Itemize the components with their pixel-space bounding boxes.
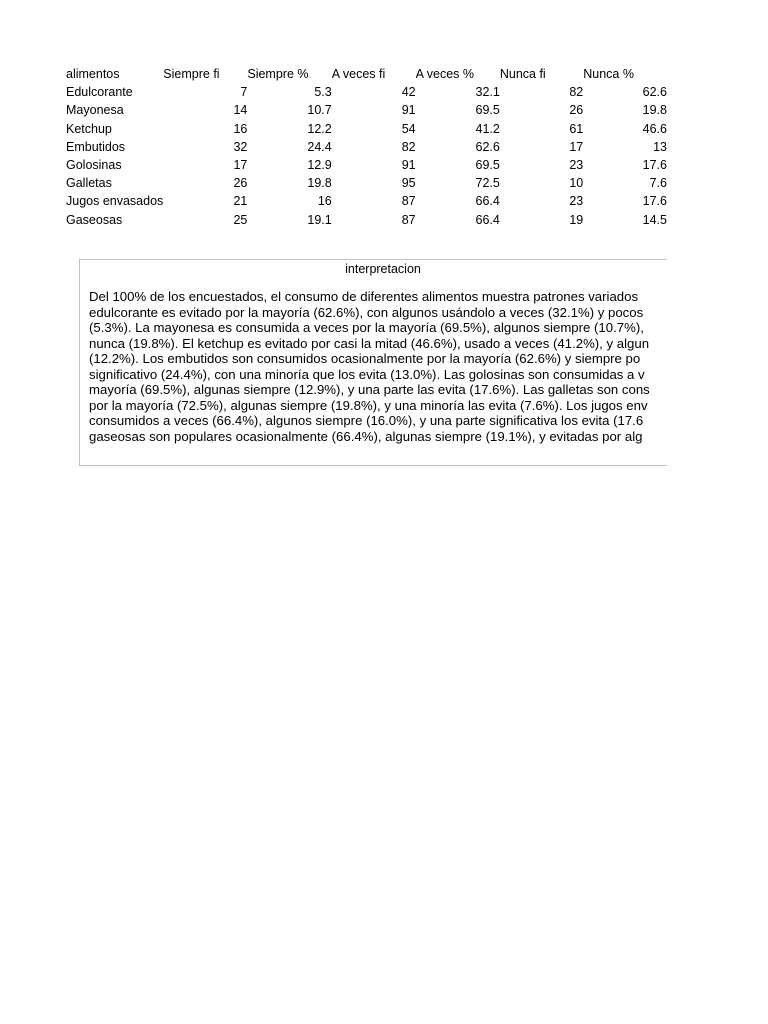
interpretation-title: interpretacion xyxy=(345,262,421,276)
table-cell: 32 xyxy=(233,139,248,154)
food-consumption-table xyxy=(66,65,667,229)
table-cell: 95 xyxy=(401,176,416,191)
table-cell: 14 xyxy=(233,103,248,118)
interpretation-line: significativo (24.4%), con una minoría que los evita (13.0%). Las golosinas son consumidas a v xyxy=(89,366,645,382)
table-cell: 13 xyxy=(653,139,667,154)
table-cell: 32.1 xyxy=(475,85,500,100)
table-cell: Ketchup xyxy=(66,121,112,136)
table-cell: 87 xyxy=(401,194,416,209)
table-cell: 16 xyxy=(233,121,248,136)
table-cell: 12.2 xyxy=(307,121,332,136)
table-row xyxy=(66,192,667,210)
interpretation-line: nunca (19.8%). El ketchup es evitado por casi la mitad (46.6%), usado a veces (41.2%), y algun xyxy=(89,335,650,351)
table-row xyxy=(66,211,667,229)
header-cell-nunca-pct: Nunca % xyxy=(583,67,634,82)
interpretation-body xyxy=(89,289,667,444)
header-cell-aveces-pct: A veces % xyxy=(415,67,475,82)
table-cell: 19.8 xyxy=(307,176,332,191)
table-row xyxy=(66,83,667,101)
table-row xyxy=(66,174,667,192)
table-cell: Jugos envasados xyxy=(66,194,164,209)
table-cell: 14.5 xyxy=(642,212,667,227)
table-row xyxy=(66,101,667,119)
table-cell: 26 xyxy=(569,103,584,118)
table-cell: 7 xyxy=(240,85,248,100)
table-cell: Golosinas xyxy=(66,158,122,173)
table-cell: 10.7 xyxy=(307,103,332,118)
table-cell: 5.3 xyxy=(314,85,332,100)
table-cell: 69.5 xyxy=(475,158,500,173)
header-row xyxy=(66,65,667,83)
table-cell: 21 xyxy=(233,194,248,209)
table-row xyxy=(66,156,667,174)
table-cell: 87 xyxy=(401,212,416,227)
table-cell: 54 xyxy=(401,121,416,136)
table-row xyxy=(66,138,667,156)
table-cell: 23 xyxy=(569,194,584,209)
header-cell-aveces-fi: A veces fi xyxy=(331,67,386,82)
table-cell: Gaseosas xyxy=(66,212,123,227)
table-cell: 42 xyxy=(401,85,416,100)
table-cell: 19.8 xyxy=(642,103,667,118)
table-cell: 69.5 xyxy=(475,103,500,118)
table-cell: 12.9 xyxy=(307,158,332,173)
table-cell: 23 xyxy=(569,158,584,173)
interpretation-line: (5.3%). La mayonesa es consumida a veces por la mayoría (69.5%), algunos siempre (10.7%), xyxy=(89,320,644,335)
header-cell-siempre-fi: Siempre fi xyxy=(163,67,220,82)
table-cell: 41.2 xyxy=(475,121,500,136)
interpretation-line: por la mayoría (72.5%), algunas siempre (19.8%), y una minoría las evita (7.6%). Los jugos env xyxy=(89,397,648,413)
table-cell: 82 xyxy=(401,139,416,154)
table-cell: Mayonesa xyxy=(66,103,124,118)
table-cell: Embutidos xyxy=(66,139,126,154)
interpretation-line: consumidos a veces (66.4%), algunos siempre (16.0%), y una parte significativa los evita (17.6 xyxy=(89,413,644,428)
interpretation-line: (12.2%). Los embutidos son consumidos ocasionalmente por la mayoría (62.6%) y siempre po xyxy=(89,351,641,366)
header-cell-alimentos: alimentos xyxy=(66,67,120,82)
table-cell: 62.6 xyxy=(642,85,667,100)
interpretation-textbox xyxy=(79,259,667,466)
table-row xyxy=(66,120,667,138)
table-cell: 19.1 xyxy=(307,212,332,227)
table-cell: 91 xyxy=(401,103,416,118)
table-cell: Galletas xyxy=(66,176,112,191)
table-cell: 66.4 xyxy=(475,194,500,209)
table-cell: 7.6 xyxy=(649,176,667,191)
interpretation-line: Del 100% de los encuestados, el consumo de diferentes alimentos muestra patrones variados xyxy=(89,289,639,304)
table-cell: 82 xyxy=(569,85,584,100)
table-cell: 17.6 xyxy=(642,158,667,173)
interpretation-line: edulcorante es evitado por la mayoría (62.6%), con algunos usándolo a veces (32.1%) y pocos xyxy=(89,304,644,320)
table-cell: 25 xyxy=(233,212,248,227)
table-cell: 16 xyxy=(317,194,332,209)
table-cell: 46.6 xyxy=(642,121,667,136)
table-cell: 61 xyxy=(569,121,584,136)
table-cell: 17.6 xyxy=(642,194,667,209)
table-cell: 17 xyxy=(233,158,248,173)
header-cell-nunca-fi: Nunca fi xyxy=(499,67,546,82)
table-cell: 10 xyxy=(569,176,584,191)
table-cell: 62.6 xyxy=(475,139,500,154)
interpretation-line: mayoría (69.5%), algunas siempre (12.9%), y una parte las evita (17.6%). Las galletas son cons xyxy=(89,382,650,397)
interpretation-line: gaseosas son populares ocasionalmente (66.4%), algunas siempre (19.1%), y evitadas por alg xyxy=(89,428,643,444)
table-cell: 19 xyxy=(569,212,584,227)
table-cell: 17 xyxy=(569,139,584,154)
table-cell: 72.5 xyxy=(475,176,500,191)
header-cell-siempre-pct: Siempre % xyxy=(247,67,309,82)
table-cell: 91 xyxy=(401,158,416,173)
table-cell: Edulcorante xyxy=(66,85,133,100)
table-cell: 24.4 xyxy=(307,139,332,154)
table-cell: 26 xyxy=(233,176,248,191)
table-cell: 66.4 xyxy=(475,212,500,227)
